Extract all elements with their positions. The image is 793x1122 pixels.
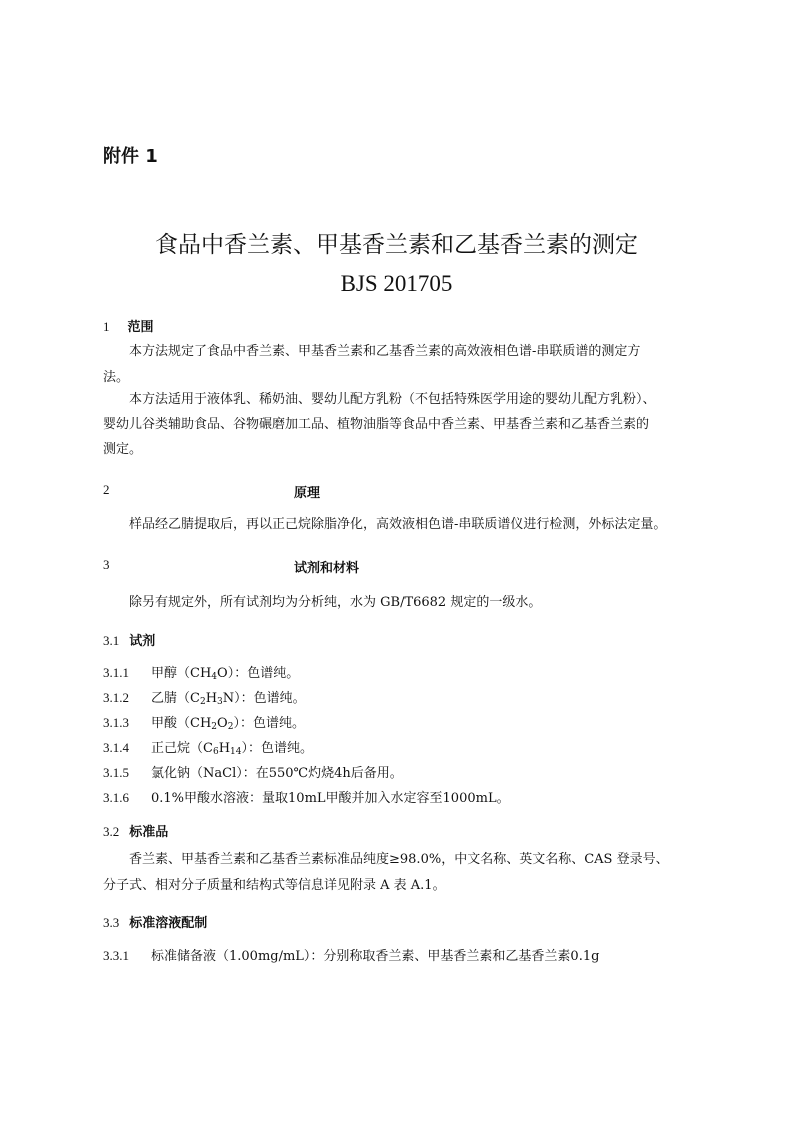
section-2-label-wrap [294, 482, 320, 501]
section-number: 1 [103, 319, 110, 334]
document-title: 食品中香兰素、甲基香兰素和乙基香兰素的测定 [155, 232, 638, 258]
annex-label: 附件 1 [103, 146, 158, 167]
section-label: 标准溶液配制 [129, 916, 208, 931]
reagent-item: 3.1.3 甲酸$(CH_2O_2)$：色谱纯。 [103, 715, 305, 732]
section-3-1-heading [103, 630, 155, 649]
section-number: 3.2 [103, 824, 120, 839]
reagent-item: 3.1.4 正己烷$(C_6H_{14})$：色谱纯。 [103, 740, 313, 757]
section-3-heading [103, 557, 110, 573]
paragraph-line: 测定。 [103, 442, 143, 457]
standard-code: BJS 201705 [340, 271, 453, 296]
paragraph-line: 除另有规定外，所有试剂均为分析纯，水为 GB/T6682 规定的一级水。 [129, 595, 542, 610]
paragraph-line: 本方法规定了食品中香兰素、甲基香兰素和乙基香兰素的高效液相色谱-串联质谱的测定方 [129, 344, 641, 359]
paragraph-line: 婴幼儿谷类辅助食品、谷物碾磨加工品、植物油脂等食品中香兰素、甲基香兰素和乙基香兰素的 [103, 417, 650, 432]
section-label: 原理 [294, 486, 321, 501]
reagent-item: 3.1.5 氯化钠（NaCl）：在550℃灼烧4h后备用。 [103, 765, 403, 781]
reagent-item: 3.1.1 甲醇$(CH_4O)$：色谱纯。 [103, 665, 300, 682]
section-label: 试剂和材料 [294, 561, 360, 576]
reagent-item: 3.3.1 标准储备液（1.00mg/mL）：分别称取香兰素、甲基香兰素和乙基香兰素0.1g [103, 948, 600, 964]
paragraph-line: 法。 [103, 370, 130, 385]
section-label: 标准品 [129, 825, 169, 840]
paragraph-line: 香兰素、甲基香兰素和乙基香兰素标准品纯度≥98.0%，中文名称、英文名称、CAS 登录号、 [129, 852, 669, 867]
section-label: 试剂 [129, 634, 156, 649]
section-3-3-heading [103, 912, 207, 931]
paragraph-line: 本方法适用于液体乳、稀奶油、婴幼儿配方乳粉（不包括特殊医学用途的婴幼儿配方乳粉）、 [129, 392, 656, 407]
section-3-label-wrap [294, 557, 359, 576]
section-number: 2 [103, 482, 110, 497]
section-1-heading [103, 316, 154, 335]
section-number: 3.3 [103, 915, 120, 930]
paragraph-line: 分子式、相对分子质量和结构式等信息详见附录 A 表 A.1。 [103, 878, 446, 893]
section-2-heading [103, 482, 110, 498]
section-3-2-heading [103, 821, 168, 840]
section-number: 3 [103, 557, 110, 572]
paragraph-line: 样品经乙腈提取后，再以正己烷除脂净化，高效液相色谱-串联质谱仪进行检测，外标法定量。 [129, 517, 667, 532]
section-label: 范围 [127, 320, 154, 335]
section-number: 3.1 [103, 633, 120, 648]
reagent-item: 3.1.6 0.1%甲酸水溶液：量取10mL甲酸并加入水定容至1000mL。 [103, 790, 510, 806]
reagent-item: 3.1.2 乙腈$(C_2H_3N)$：色谱纯。 [103, 690, 306, 707]
